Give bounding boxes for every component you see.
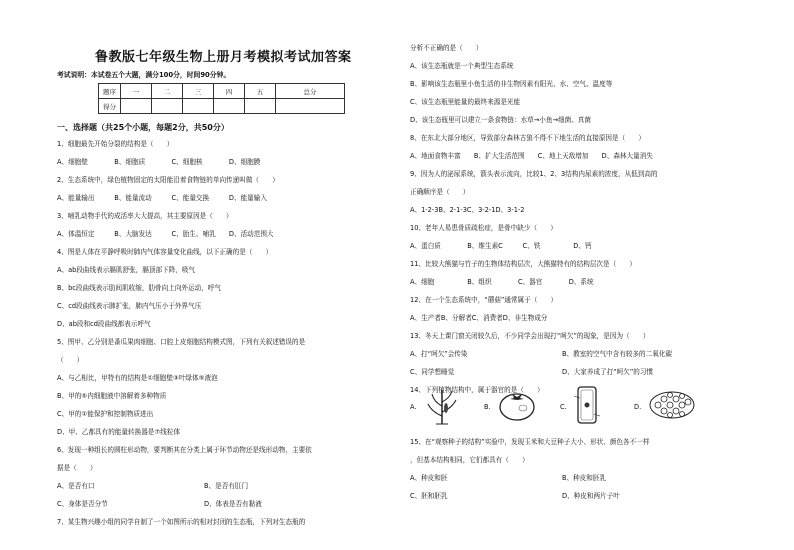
score-cell: 二 [152, 84, 183, 99]
score-cell: 一 [121, 84, 152, 99]
question-line: A、能量输出 B、能量流动 C、能量交换 D、能量输入 [57, 194, 267, 202]
score-cell: 总分 [276, 84, 345, 99]
score-cell [121, 99, 152, 114]
option-a: A、种皮和胚 [410, 474, 448, 482]
score-cell [214, 99, 245, 114]
exam-note: 考试说明：本试卷五个大题，满分100分，时间90分钟。 [57, 71, 231, 79]
score-cell: 题序 [99, 84, 121, 99]
question-line: A、体温恒定 B、大脑发达 C、胎生、哺乳 D、活动范围大 [57, 230, 274, 238]
question-line: 13、冬天上课门窗关闭较久后，不少同学会出现打“呵欠”的现象，是因为（ ） [410, 332, 650, 340]
section-heading: 一、选择题（共25个小题，每题2分，共50分） [57, 123, 229, 132]
question-line: 据是（ ） [57, 464, 97, 472]
question-line: 10、老年人易患骨质疏松症，是骨中缺少（ ） [410, 224, 557, 232]
question-line: 14、下列植物结构中，属于器官的是（ ） [410, 386, 544, 394]
question-line: 3、哺乳动物手代的成活率大大提高，其主要原因是（ ） [57, 212, 233, 220]
question-line: 12、在一个生态系统中，“蘑菇”通常属于（ ） [410, 296, 558, 304]
question-line: B、bc段曲线表示肋间肌收缩，肋骨向上向外运动，呼气 [57, 284, 221, 292]
question-line: B、甲的⑤内细胞液中溶解着多种物质 [57, 392, 167, 400]
question-line: D、该生态瓶里可以建立一条食物链：水草→小鱼→细菌、真菌 [410, 116, 591, 124]
question-line: A、细胞壁 B、细胞质 C、细胞核 D、细胞膜 [57, 158, 261, 166]
option-b: B、种皮和胚乳 [562, 474, 607, 482]
question-line: 6、发现一种组长的圆柱形动物，要判断其在分类上属于环节动物还是线形动物，主要依 [57, 446, 312, 454]
question-line: 8、在东北大部分地区，导致部分森林古狼不得不下地生活的直接原因是（ ） [410, 134, 645, 142]
option-c: C. [560, 403, 567, 411]
question-line: 分析不正确的是（ ） [410, 44, 483, 52]
score-cell: 四 [214, 84, 245, 99]
question-line: A、ab段曲线表示膈肌舒张，膈顶部下降，吸气 [57, 266, 196, 274]
question-line: 7、某生物兴趣小组的同学自制了一个如图所示的相对封闭的生态瓶，下列对生态瓶的 [57, 518, 306, 526]
question-line: C、身体是否分节 [57, 500, 108, 508]
score-table [98, 83, 345, 114]
question-line: 2、生态系统中，绿色植物固定的太阳能沿着食物链的单向传递叫做（ ） [57, 176, 279, 184]
tissue-cells-icon [648, 390, 696, 420]
question-line: A、蛋白质 B、维生素C C、铁 D、钙 [410, 242, 592, 250]
question-line: 正确顺序是（ ） [410, 188, 470, 196]
question-line: A、该生态瓶就是一个典型生态系统 [410, 62, 514, 70]
question-line: C、该生态瓶里能量的最终来源是光能 [410, 98, 521, 106]
question-line: A、1-2-3B、2-1-3C、3-2-1D、3-1-2 [410, 206, 525, 214]
question-line: A、与乙相比，甲特有的结构是①细胞壁③叶绿体⑤液泡 [57, 374, 218, 382]
option-b: B. [484, 403, 491, 411]
option-b: B、教室的空气中含有较多的二氧化碳 [562, 350, 673, 358]
question-line: 9、因为人的泌尿系统，箭头表示流向，比较1、2、3结构内尿素的浓度，从低到高的 [410, 170, 658, 178]
option-d: D. [634, 403, 642, 411]
question-line: C、甲的①能保护和控制物质进出 [57, 410, 154, 418]
question-line: 15、在“观察种子的结构”实验中，发现玉米和大豆种子大小、形状、颜色各不一样 [410, 438, 650, 446]
score-cell [276, 99, 345, 114]
option-c: C、同学想睡觉 [410, 368, 455, 376]
question-line: ，但基本结构相同，它们都具有（ ） [410, 456, 529, 464]
question-line: 1、细胞最先开始分裂的结构是（ ） [57, 140, 174, 148]
score-cell [245, 99, 276, 114]
option-d: D、体表是否有黏液 [204, 500, 262, 508]
question-line: 5、图甲、乙分别是番瓜果肉细胞、口腔上皮细胞结构模式图，下列有关叙述错误的是 [57, 338, 306, 346]
question-line: A、地面食物丰富 B、扩大生活范围 C、地上天敌增加 D、森林大量消失 [410, 152, 653, 160]
option-d: D、大家养成了打“呵欠”的习惯 [562, 368, 654, 376]
option-c: C、胚和胚乳 [410, 492, 448, 500]
corn-plant-icon [422, 386, 462, 426]
option-a: A、是否有口 [57, 482, 95, 490]
question-line: 11、比较大熊猫与竹子的生物体结构层次，大熊猫特有的结构层次是（ ） [410, 260, 636, 268]
score-header-row [99, 84, 345, 99]
question-line: A、细胞 B、组织 C、器官 D、系统 [410, 278, 594, 286]
question-line: 4、图是人体在平静呼吸时肺内气体容量变化曲线，以下正确的是（ ） [57, 248, 273, 256]
option-d: D、种皮和两片子叶 [562, 492, 620, 500]
question-line: （ ） [57, 356, 84, 364]
option-a: A. [410, 403, 417, 411]
score-cell: 三 [183, 84, 214, 99]
score-cell [183, 99, 214, 114]
score-cell: 五 [245, 84, 276, 99]
page-title: 鲁教版七年级生物上册月考模拟考试加答案 [95, 50, 352, 65]
plant-cell-icon [572, 384, 602, 426]
option-a: A、打“呵欠”会传染 [410, 350, 468, 358]
score-value-row [99, 99, 345, 114]
question-line: B、影响该生态瓶里小鱼生活的非生物因素有阳光、水、空气、温度等 [410, 80, 613, 88]
question-line: D、ab段和cd段曲线都表示呼气 [57, 320, 151, 328]
question-line: D、甲、乙都具有的能量转换器是⑦线粒体 [57, 428, 181, 436]
score-cell [152, 99, 183, 114]
tomato-icon [496, 388, 538, 422]
question-line: A、生产者B、分解者C、消费者D、非生物成分 [410, 314, 548, 322]
score-cell: 得分 [99, 99, 121, 114]
option-b: B、是否有肛门 [204, 482, 249, 490]
question-line: C、cd段曲线表示肺扩张，肺内气压小于外界气压 [57, 302, 202, 310]
